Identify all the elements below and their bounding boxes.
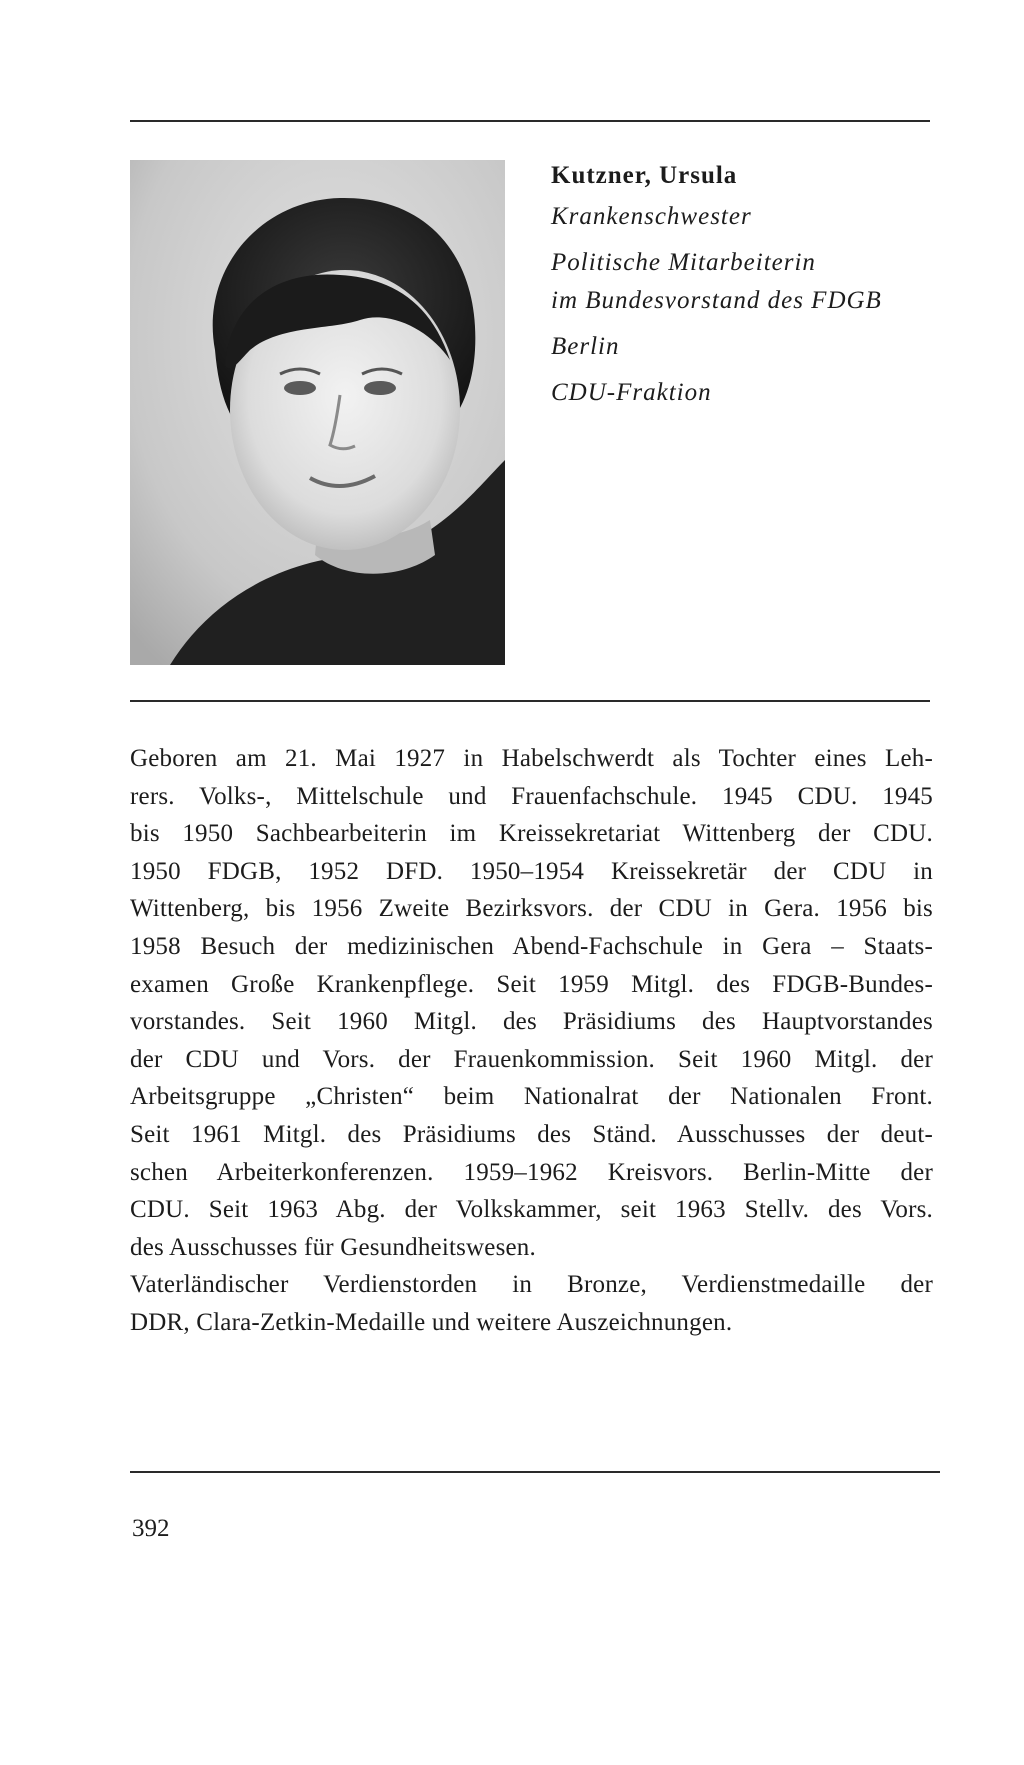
- bio-line: 1958 Besuch der medizinischen Abend-Fachschule in Gera – Staats-: [130, 932, 933, 960]
- bio-line: CDU. Seit 1963 Abg. der Volkskammer, seit 1963 Stellv. des Vors.: [130, 1196, 933, 1224]
- parliamentary-group: CDU-Fraktion: [551, 379, 712, 406]
- top-divider: [130, 120, 930, 122]
- bio-line: rers. Volks-, Mittelschule und Frauenfachschule. 1945 CDU. 1945: [130, 782, 933, 810]
- bio-line: examen Große Krankenpflege. Seit 1959 Mitgl. des FDGB-Bundes-: [130, 970, 933, 998]
- bio-line: Arbeitsgruppe „Christen“ beim Nationalrat der Nationalen Front.: [130, 1083, 933, 1111]
- person-name: Kutzner, Ursula: [551, 162, 738, 189]
- portrait-photo: [130, 160, 505, 665]
- biography-text: [130, 740, 933, 1342]
- bio-line: DDR, Clara-Zetkin-Medaille und weitere Auszeichnungen.: [130, 1308, 733, 1336]
- bio-line: Wittenberg, bis 1956 Zweite Bezirksvors. der CDU in Gera. 1956 bis: [130, 895, 933, 923]
- bio-line: Vaterländischer Verdienstorden in Bronze, Verdienstmedaille der: [130, 1271, 933, 1299]
- occupation: Krankenschwester: [551, 203, 752, 230]
- bio-line: Seit 1961 Mitgl. des Präsidiums des Ständ. Ausschusses der deut-: [130, 1120, 933, 1148]
- position-line-2: im Bundesvorstand des FDGB: [551, 287, 882, 314]
- footer-divider: [130, 1471, 940, 1473]
- page-number: 392: [132, 1515, 170, 1542]
- section-divider: [130, 700, 930, 702]
- bio-line: des Ausschusses für Gesundheitswesen.: [130, 1233, 536, 1261]
- position-line-1: Politische Mitarbeiterin: [551, 249, 816, 276]
- person-header: [551, 158, 931, 420]
- constituency: Berlin: [551, 333, 620, 360]
- bio-line: schen Arbeiterkonferenzen. 1959–1962 Kreisvors. Berlin-Mitte der: [130, 1158, 933, 1186]
- bio-line: 1950 FDGB, 1952 DFD. 1950–1954 Kreissekretär der CDU in: [130, 857, 933, 885]
- bio-line: vorstandes. Seit 1960 Mitgl. des Präsidiums des Hauptvorstandes: [130, 1008, 933, 1036]
- bio-line: bis 1950 Sachbearbeiterin im Kreissekretariat Wittenberg der CDU.: [130, 820, 933, 848]
- bio-line: der CDU und Vors. der Frauenkommission. Seit 1960 Mitgl. der: [130, 1045, 933, 1073]
- bio-line: Geboren am 21. Mai 1927 in Habelschwerdt als Tochter eines Leh-: [130, 745, 933, 772]
